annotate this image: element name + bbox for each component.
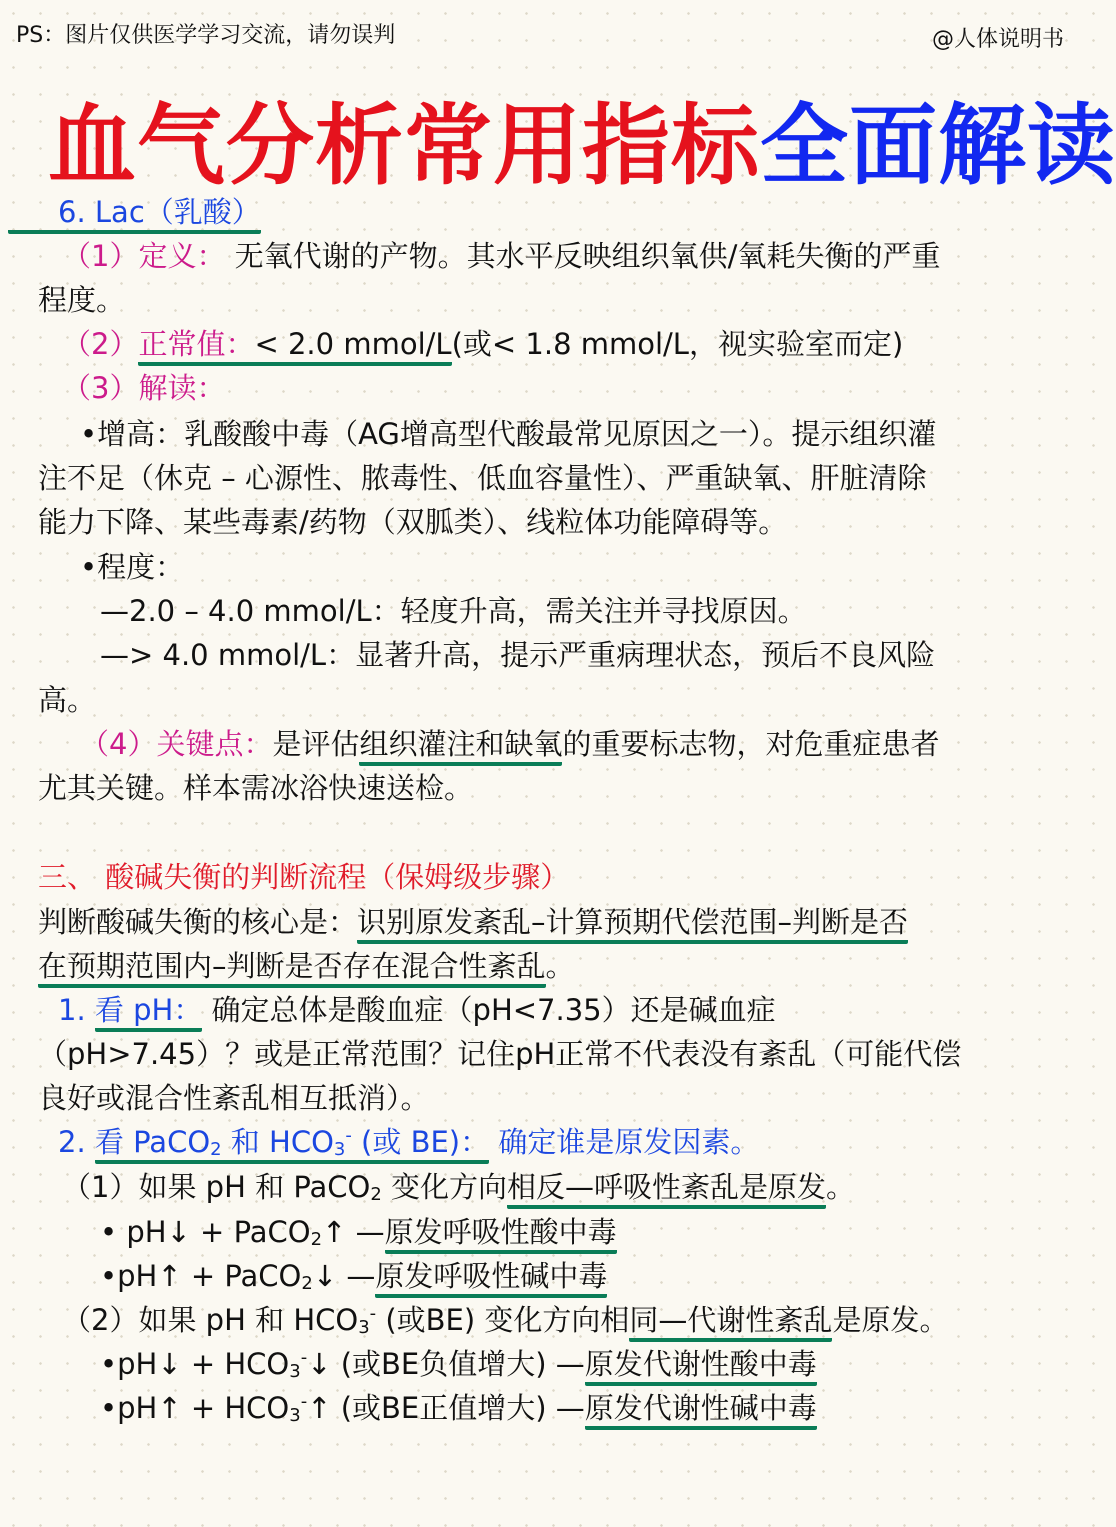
- rule-1-bullet-2: •pH↑ + PaCO$_2$↓ —原发呼吸性碱中毒: [100, 1254, 607, 1295]
- core-underlined-1: 识别原发紊乱–计算预期代偿范围–判断是否: [357, 905, 908, 944]
- step2: [58, 1120, 759, 1161]
- definition-label: （1）定义：: [62, 239, 226, 273]
- bullet-1-underlined: 原发呼吸性酸中毒: [385, 1215, 617, 1254]
- definition-text-cont: 程度。: [38, 283, 126, 317]
- page-title: [48, 76, 1116, 202]
- rule-2-underlined: 同—代谢性紊乱: [629, 1303, 832, 1342]
- core-text-a: 判断酸碱失衡的核心是：: [38, 905, 358, 939]
- normal-prefix: （2）: [62, 327, 139, 361]
- bullet-2-underlined: 原发呼吸性碱中毒: [375, 1259, 607, 1298]
- core-end: 。: [545, 949, 575, 983]
- rule-2: （2）如果 pH 和 $HCO_3^-$ (或BE) 变化方向相同—代谢性紊乱是原发。: [62, 1298, 948, 1339]
- core-line-2: [38, 944, 575, 985]
- increase-line-3: 能力下降、某些毒素/药物（双胍类）、线粒体功能障碍等。: [38, 505, 788, 539]
- degree-line-2b: 高。: [38, 683, 97, 717]
- rule-2-bullet-2: •pH↑ + $HCO_3^-↑$ (或BE正值增大) —原发代谢性碱中毒: [100, 1386, 817, 1427]
- normal-label: 正常值：: [138, 327, 255, 361]
- lac-heading: 6. Lac（乳酸）: [58, 190, 261, 231]
- lac-normal-value: [62, 322, 903, 363]
- step1-text-2: （pH>7.45）？或是正常范围？记住pH正常不代表没有紊乱（可能代偿: [38, 1037, 962, 1071]
- core-underlined-2: 在预期范围内–判断是否存在混合性紊乱: [38, 949, 546, 988]
- degree-label: •程度：: [80, 550, 185, 584]
- key-label: （4）关键点：: [80, 727, 273, 761]
- step1: [58, 988, 776, 1029]
- degree-line-1: —2.0 – 4.0 mmol/L：轻度升高，需关注并寻找原因。: [100, 594, 807, 628]
- step1-text-3: 良好或混合性紊乱相互抵消）。: [38, 1081, 430, 1115]
- rule-2-bullet-1: •pH↓ + $HCO_3^-↓$ (或BE负值增大) —原发代谢性酸中毒: [100, 1342, 817, 1383]
- bullet-4-underlined: 原发代谢性碱中毒: [585, 1391, 817, 1430]
- normal-value: < 2.0 mmol/L: [254, 327, 452, 361]
- key-text-b: 的重要标志物，对危重症患者: [562, 727, 940, 761]
- author-handle: @人体说明书: [931, 27, 1064, 52]
- interpretation-label: （3）解读：: [62, 371, 226, 405]
- lac-definition: [62, 234, 940, 275]
- core-line-1: [38, 900, 908, 941]
- key-point: [80, 722, 940, 763]
- degree-line-2: —> 4.0 mmol/L：显著升高，提示严重病理状态，预后不良风险: [100, 638, 936, 672]
- step2-label: 看 PaCO$_2$ 和 $HCO_3^-$ (或 BE)：: [95, 1125, 489, 1164]
- step2-text: 确定谁是原发因素。: [489, 1125, 760, 1159]
- step1-number: 1.: [58, 993, 95, 1027]
- rule-1: （1）如果 pH 和 PaCO$_2$ 变化方向相反—呼吸性紊乱是原发。: [62, 1165, 855, 1206]
- normal-underlined: [138, 327, 451, 366]
- normal-rest: (或< 1.8 mmol/L，视实验室而定): [451, 327, 904, 361]
- step2-number: 2.: [58, 1125, 95, 1159]
- key-text-underlined: 组织灌注和缺氧: [359, 727, 562, 766]
- increase-line-1: •增高：乳酸酸中毒（AG增高型代酸最常见原因之一）。提示组织灌: [80, 417, 937, 451]
- rule-1-underlined: 相反—呼吸性紊乱是原发: [507, 1170, 826, 1209]
- key-text-cont: 尤其关键。样本需冰浴快速送检。: [38, 771, 474, 805]
- bullet-3-underlined: 原发代谢性酸中毒: [585, 1347, 817, 1386]
- section3-heading: 三、 酸碱失衡的判断流程（保姆级步骤）: [38, 860, 570, 894]
- increase-line-2: 注不足（休克 – 心源性、脓毒性、低血容量性）、严重缺氧、肝脏清除: [38, 461, 927, 495]
- title-part2: 全面解读: [760, 94, 1116, 197]
- title-part1: 血气分析常用指标: [48, 94, 761, 197]
- step1-label: 看 pH：: [95, 993, 202, 1032]
- rule-1-bullet-1: • pH↓ + PaCO$_2$↑ —原发呼吸性酸中毒: [100, 1210, 617, 1251]
- definition-text: 无氧代谢的产物。其水平反映组织氧供/氧耗失衡的严重: [225, 239, 941, 273]
- key-text-a: 是评估: [272, 727, 360, 761]
- step1-text: 确定总体是酸血症（pH<7.35）还是碱血症: [202, 993, 776, 1027]
- disclaimer-text: PS：图片仅供医学学习交流，请勿误判: [16, 23, 396, 48]
